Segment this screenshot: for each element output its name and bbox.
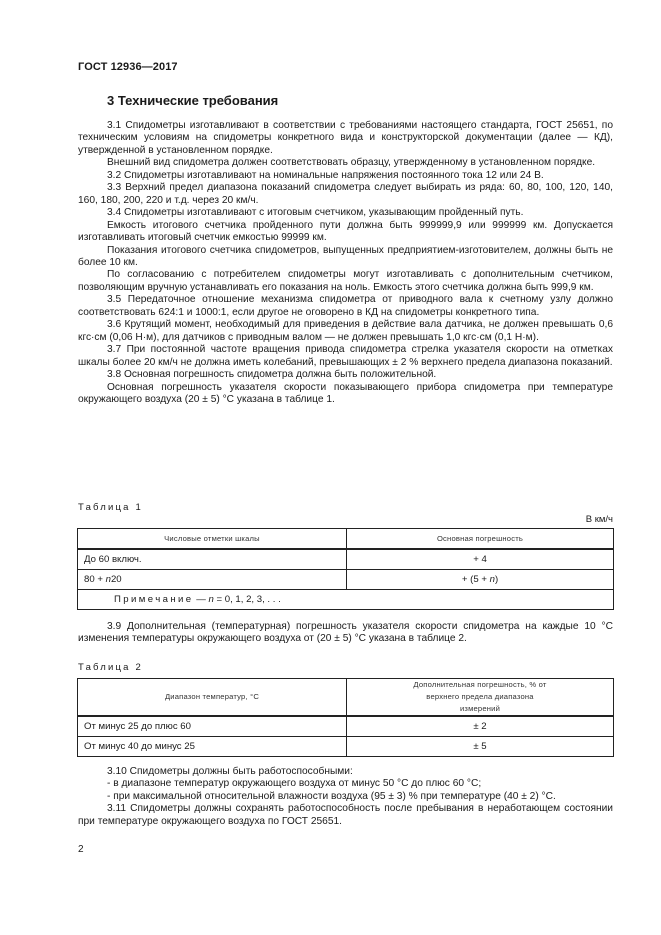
list-item-humidity: - при максимальной относительной влажности воздуха (95 ± 3) % при температуре (40 ± 2) °С. <box>107 790 556 802</box>
note-variable: n <box>208 594 214 605</box>
table1-header-error: Основная погрешность <box>347 529 614 550</box>
scale-prefix: 80 + <box>84 574 106 585</box>
paragraph-3-2: 3.2 Спидометры изготавливают на номинальные напряжения постоянного тока 12 или 24 В. <box>107 169 544 181</box>
table-row <box>78 549 614 570</box>
table1-header-scale: Числовые отметки шкалы <box>78 529 347 550</box>
table1-caption: Таблица 1 <box>78 502 143 513</box>
list-item-temperature: - в диапазоне температур окружающего воздуха от минус 50 °С до плюс 60 °С; <box>107 778 482 790</box>
table-row <box>78 570 614 590</box>
note-text: = 0, 1, 2, 3, . . . <box>213 594 281 605</box>
paragraph-3-11: 3.11 Спидометры должны сохранять работоспособность после пребывания в неработающем состоянии при температуре окружающего воздуха по ГОСТ 25651. <box>78 803 613 827</box>
paragraph-additional-counter: По согласованию с потребителем спидометры могут изготавливать с дополнительным счетчиком, позволяющим вручную устанавливать его показания на ноль. Емкость этого счетчика должна быть 999,9 км. <box>78 269 613 293</box>
paragraph-3-5: 3.5 Передаточное отношение механизма спидометра от приводного вала к счетному узлу должно соответствовать 624:1 и 1000:1, если другое не оговорено в КД на спидометры конкретного типа. <box>78 294 613 318</box>
table1-cell-error <box>347 570 614 590</box>
paragraph-3-9: 3.9 Дополнительная (температурная) погрешность указателя скорости спидометра на каждые 10 °С изменения температуры окружающего воздуха от (20 ± 5) °С указана в таблице 2. <box>78 621 613 645</box>
note-label: Примечание <box>114 594 194 605</box>
error-suffix: ) <box>494 574 499 585</box>
table2-header-range: Диапазон температур, °С <box>78 679 347 717</box>
paragraph-3-8: 3.8 Основная погрешность спидометра должна быть положительной. <box>107 369 437 381</box>
table1-units: В км/ч <box>585 514 613 525</box>
body-text-middle <box>78 621 613 646</box>
table2-header-error: Дополнительная погрешность, % от верхнего предела диапазона измерений <box>347 679 614 717</box>
table1-header-row <box>78 529 614 550</box>
paragraph-3-3: 3.3 Верхний предел диапазона показаний спидометра следует выбирать из ряда: 60, 80, 100, 120, 140, 160, 180, 200, 220 и т.д. через 20 км/ч. <box>78 182 613 206</box>
paragraph-3-1: 3.1 Спидометры изготавливают в соответствии с требованиями настоящего стандарта, ГОСТ 25651, по техническим условиям на спидометры конкретного вида и конструкторской документации (далее — КД), утвержденной в установленном порядке. <box>78 120 613 156</box>
table1-cell-scale: До 60 включ. <box>78 549 347 570</box>
document-id-header: ГОСТ 12936—2017 <box>78 61 178 73</box>
scale-suffix: 20 <box>110 574 122 585</box>
table-1 <box>77 528 614 610</box>
page-number: 2 <box>78 844 84 855</box>
table2-caption: Таблица 2 <box>78 662 143 673</box>
table1-note-row <box>78 590 614 610</box>
table2-cell-error: ± 5 <box>347 737 614 757</box>
paragraph-appearance: Внешний вид спидометра должен соответствовать образцу, утвержденному в установленном порядке. <box>107 157 596 169</box>
paragraph-counter-capacity: Емкость итогового счетчика пройденного пути должна быть 999999,9 или 999999 км. Допускается изготавливать итоговый счетчик емкостью 99999 км. <box>78 219 613 244</box>
table-row <box>78 716 614 737</box>
table2-cell-range: От минус 25 до плюс 60 <box>78 716 347 737</box>
table1-cell-scale <box>78 570 347 590</box>
note-dash: — <box>193 594 209 605</box>
body-text-bottom <box>78 766 613 828</box>
table1-note <box>78 590 614 610</box>
table-row <box>78 737 614 757</box>
paragraph-3-10: 3.10 Спидометры должны быть работоспособными: <box>107 766 353 777</box>
table2-header-row <box>78 679 614 717</box>
error-prefix: + (5 + <box>461 574 490 585</box>
paragraph-3-7: 3.7 При постоянной частоте вращения привода спидометра стрелка указателя скорости на отметках шкалы более 20 км/ч не должна иметь колебаний, превышающих ± 2 % верхнего предела диапазона показаний. <box>78 344 613 368</box>
paragraph-3-4: 3.4 Спидометры изготавливают с итоговым счетчиком, указывающим пройденный путь. <box>107 207 524 219</box>
table-2 <box>77 678 614 757</box>
table2-cell-error: ± 2 <box>347 716 614 737</box>
scale-variable: n <box>105 574 111 585</box>
paragraph-basic-error: Основная погрешность указателя скорости показывающего прибора спидометра при температуре окружающего воздуха (20 ± 5) °С указана в таблице 1. <box>78 381 613 405</box>
table2-cell-range: От минус 40 до минус 25 <box>78 737 347 757</box>
body-text-top <box>78 120 613 406</box>
table1-cell-error: + 4 <box>347 549 614 570</box>
paragraph-3-6: 3.6 Крутящий момент, необходимый для приведения в действие вала датчика, не должен превышать 0,6 кгс·см (0,06 Н·м), для датчиков с приводным валом — не должен превышать 1,0 кгс·см (0,1 Н·м). <box>78 319 613 343</box>
paragraph-counter-readings: Показания итогового счетчика спидометров, выпущенных предприятием-изготовителем, должны быть не более 10 км. <box>78 244 613 268</box>
error-variable: n <box>489 574 495 585</box>
section-title: 3 Технические требования <box>107 93 279 108</box>
